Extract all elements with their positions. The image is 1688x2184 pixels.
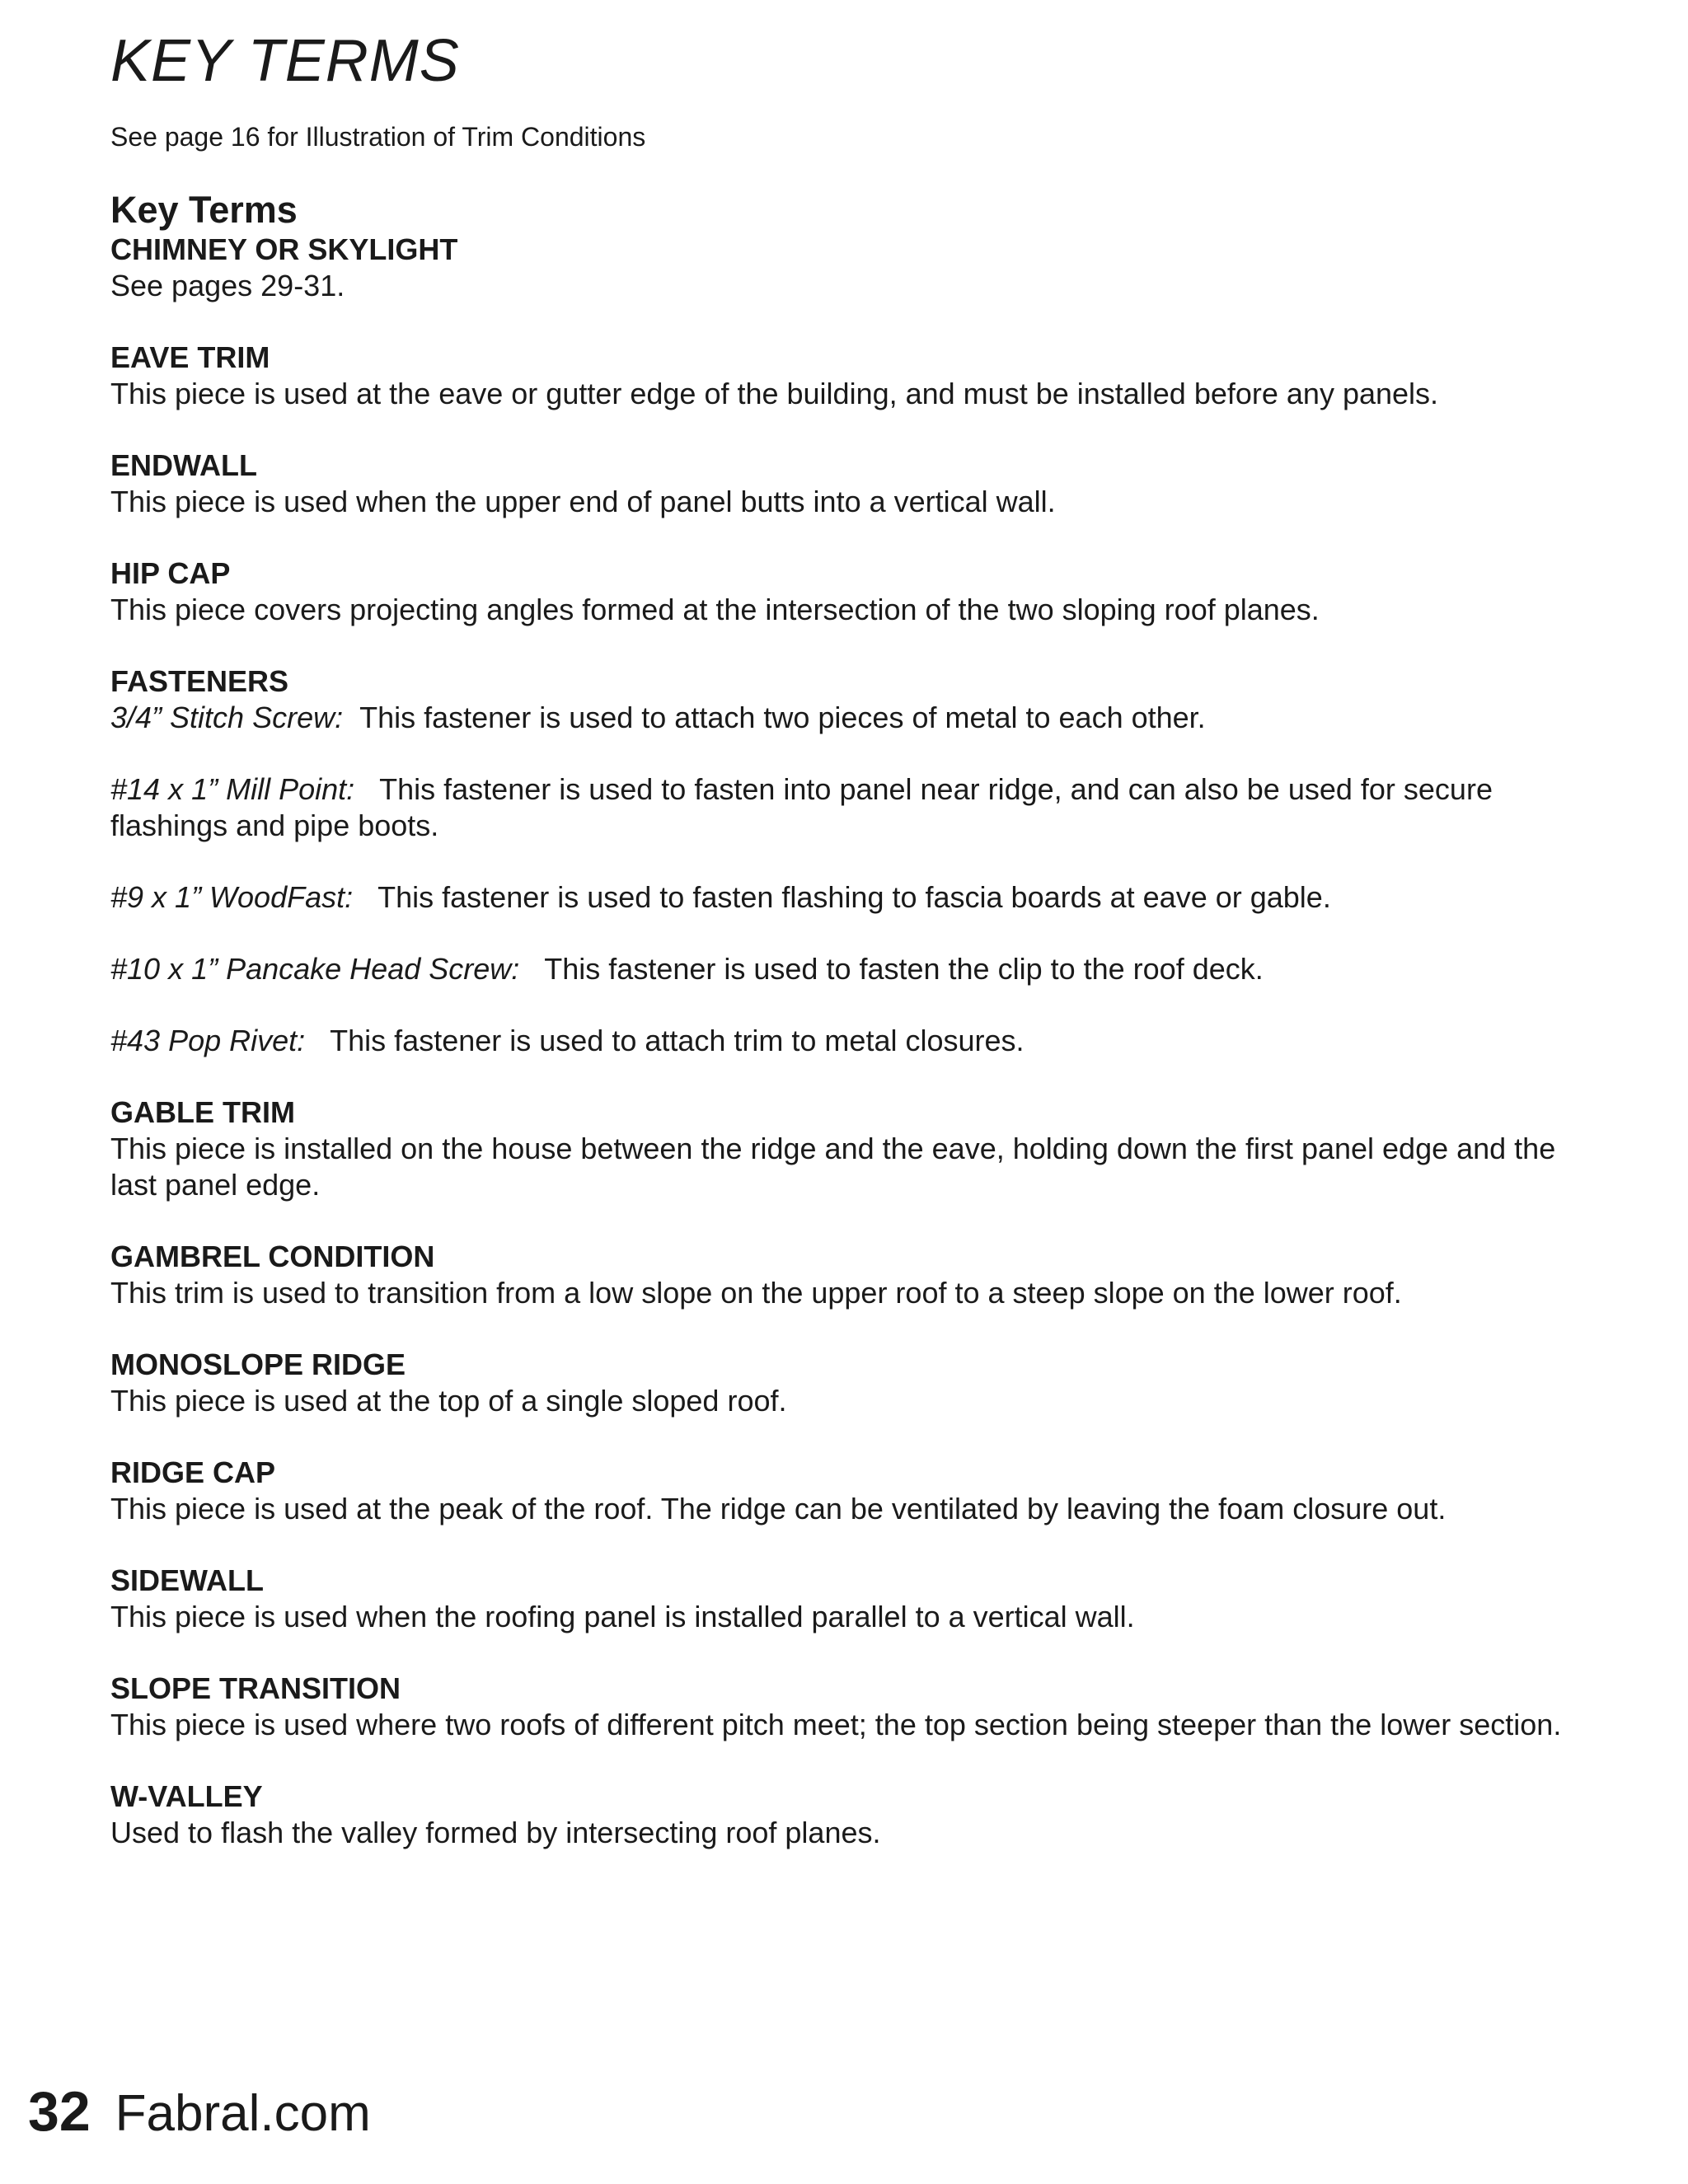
term-name: SLOPE TRANSITION (110, 1671, 401, 1705)
term-definition: This piece is installed on the house between the ridge and the eave, holding down the first panel edge and the last panel edge. (110, 1132, 1556, 1202)
fastener-description: This fastener is used to fasten into panel near ridge, and can also be used for secure flashings and pipe boots. (110, 772, 1493, 842)
page-number: 32 (28, 2080, 91, 2143)
fastener-description: This fastener is used to fasten the clip to the roof deck. (544, 952, 1264, 986)
term-definition: This piece is used at the eave or gutter edge of the building, and must be installed before any panels. (110, 377, 1439, 410)
term-slope-transition (110, 1671, 1578, 1743)
term-definition: This piece is used when the roofing panel is installed parallel to a vertical wall. (110, 1600, 1135, 1633)
term-hip-cap (110, 555, 1578, 628)
page-title: KEY TERMS (110, 28, 460, 94)
fastener-name: #14 x 1” Mill Point: (110, 772, 355, 806)
fastener-description: This fastener is used to attach trim to metal closures. (330, 1024, 1025, 1057)
fastener-description: This fastener is used to attach two pieces of metal to each other. (359, 701, 1206, 734)
term-eave-trim (110, 340, 1578, 412)
fasteners-heading: FASTENERS (110, 664, 289, 698)
fastener-name: #10 x 1” Pancake Head Screw: (110, 952, 520, 986)
section-heading: Key Terms (110, 189, 298, 231)
term-name: HIP CAP (110, 556, 231, 590)
term-definition: This piece covers projecting angles formed at the intersection of the two sloping roof planes. (110, 593, 1320, 626)
fastener-pop-rivet (110, 1023, 1578, 1059)
fastener-name: #9 x 1” WoodFast: (110, 880, 354, 914)
term-definition: This trim is used to transition from a low slope on the upper roof to a steep slope on the lower roof. (110, 1276, 1402, 1310)
term-name: GABLE TRIM (110, 1095, 295, 1129)
fastener-mill-point (110, 771, 1578, 844)
term-name: MONOSLOPE RIDGE (110, 1347, 406, 1381)
term-definition: This piece is used when the upper end of panel butts into a vertical wall. (110, 485, 1056, 518)
term-ridge-cap (110, 1455, 1578, 1527)
term-name: ENDWALL (110, 448, 257, 482)
term-definition: Used to flash the valley formed by intersecting roof planes. (110, 1816, 881, 1849)
fastener-name: #43 Pop Rivet: (110, 1024, 306, 1057)
term-w-valley (110, 1779, 1578, 1851)
fastener-description: This fastener is used to fasten flashing to fascia boards at eave or gable. (377, 880, 1331, 914)
term-definition: See pages 29-31. (110, 269, 345, 302)
term-chimney-or-skylight (110, 232, 1578, 304)
fastener-stitch-screw (110, 700, 1578, 736)
term-name: SIDEWALL (110, 1563, 264, 1597)
term-name: EAVE TRIM (110, 340, 270, 374)
term-definition: This piece is used at the top of a single sloped roof. (110, 1384, 787, 1418)
term-name: CHIMNEY OR SKYLIGHT (110, 232, 458, 266)
term-name: W-VALLEY (110, 1779, 263, 1813)
fastener-woodfast (110, 879, 1578, 916)
term-definition: This piece is used where two roofs of different pitch meet; the top section being steeper than the lower section. (110, 1708, 1562, 1741)
term-monoslope-ridge (110, 1347, 1578, 1419)
term-gambrel-condition (110, 1239, 1578, 1311)
fastener-name: 3/4” Stitch Screw: (110, 701, 344, 734)
terms-list (110, 232, 1578, 1886)
term-endwall (110, 448, 1578, 520)
page-footer (28, 2080, 371, 2143)
website-link[interactable]: Fabral.com (115, 2085, 371, 2142)
term-name: RIDGE CAP (110, 1455, 276, 1489)
term-gable-trim (110, 1094, 1578, 1203)
page-subtitle: See page 16 for Illustration of Trim Conditions (110, 122, 646, 152)
term-name: GAMBREL CONDITION (110, 1240, 435, 1273)
fasteners-section (110, 663, 1578, 1059)
fastener-pancake-head-screw (110, 951, 1578, 987)
term-sidewall (110, 1563, 1578, 1635)
term-definition: This piece is used at the peak of the roof. The ridge can be ventilated by leaving the foam closure out. (110, 1492, 1447, 1526)
